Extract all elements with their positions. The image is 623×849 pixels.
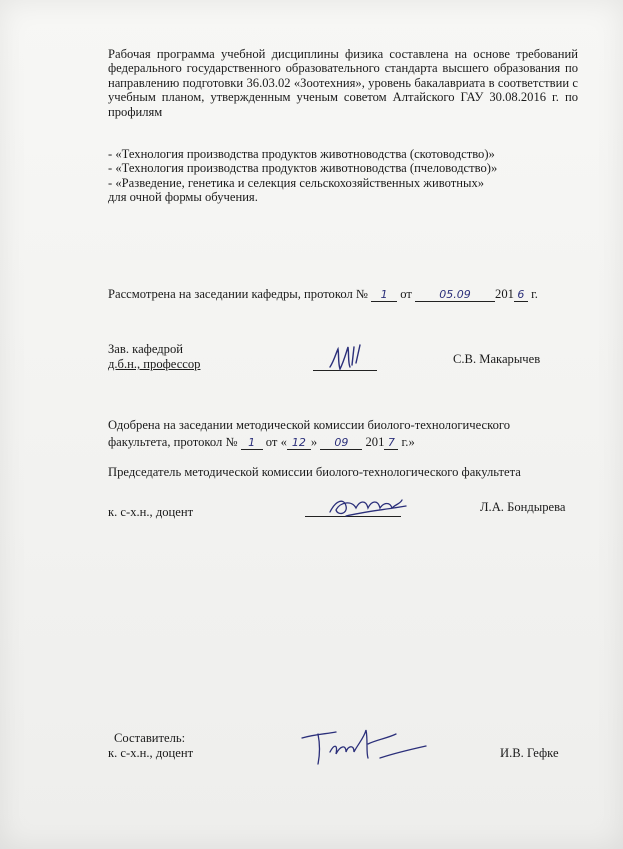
author-label: Составитель: xyxy=(114,731,186,745)
commission-year-suffix: 7 xyxy=(384,437,398,450)
department-review-text: Рассмотрена на заседании кафедры, протокол № xyxy=(108,287,368,301)
department-from-label: от xyxy=(400,287,412,301)
department-year-prefix: 201 xyxy=(495,287,514,301)
department-year-suffix: 6 xyxy=(514,289,528,302)
head-title: Зав. кафедрой xyxy=(108,342,183,356)
commission-month: 09 xyxy=(320,437,362,450)
head-degree: д.б.н., профессор xyxy=(108,357,201,371)
chairman-degree: к. с-х.н., доцент xyxy=(108,505,194,519)
profile-item: - «Разведение, генетика и селекция сельскохозяйственных животных» xyxy=(108,175,485,190)
intro-paragraph: Рабочая программа учебной дисциплины физика составлена на основе требований федерального государственного образовательного стандарта высшего образования по направлению подготовки 36.03.02 «Зоотехния», уровень бакалавриата в соответствии с учебным планом, утвержденным ученым советом Алтайского ГАУ 30.08.2016 г. по профилям xyxy=(108,47,578,119)
commission-quote-close: » xyxy=(310,435,318,449)
head-name: С.В. Макарычев xyxy=(453,352,541,366)
commission-protocol-number: 1 xyxy=(241,437,263,450)
chairman-title: Председатель методической комиссии биолого-технологического факультета xyxy=(108,465,521,479)
chairman-name: Л.А. Бондырева xyxy=(480,500,566,514)
profile-item: - «Технология производства продуктов животноводства (скотоводство)» xyxy=(108,147,495,161)
department-protocol-number: 1 xyxy=(371,289,397,302)
profiles-list xyxy=(108,147,497,205)
intro-block xyxy=(108,47,578,119)
profile-item: - «Технология производства продуктов животноводства (пчеловодство)» xyxy=(108,161,498,176)
study-form-line: для очной формы обучения. xyxy=(108,190,258,205)
author-degree: к. с-х.н., доцент xyxy=(108,746,194,760)
commission-day: 12 xyxy=(287,437,311,450)
department-review-line xyxy=(108,287,538,302)
commission-year-prefix: 201 xyxy=(365,435,385,449)
author-name: И.В. Гефке xyxy=(500,746,559,760)
commission-line-2 xyxy=(108,435,415,450)
chairman-signature xyxy=(326,492,410,522)
department-date: 05.09 xyxy=(415,289,495,302)
commission-line-1: Одобрена на заседании методической комиссии биолого-технологического xyxy=(108,418,511,432)
commission-protocol-label: факультета, протокол № xyxy=(108,435,238,449)
author-signature xyxy=(296,722,432,772)
commission-from-label: от « xyxy=(265,435,287,449)
commission-year-end: г.» xyxy=(401,435,415,449)
head-signature xyxy=(326,341,376,373)
department-year-end: г. xyxy=(531,287,538,301)
